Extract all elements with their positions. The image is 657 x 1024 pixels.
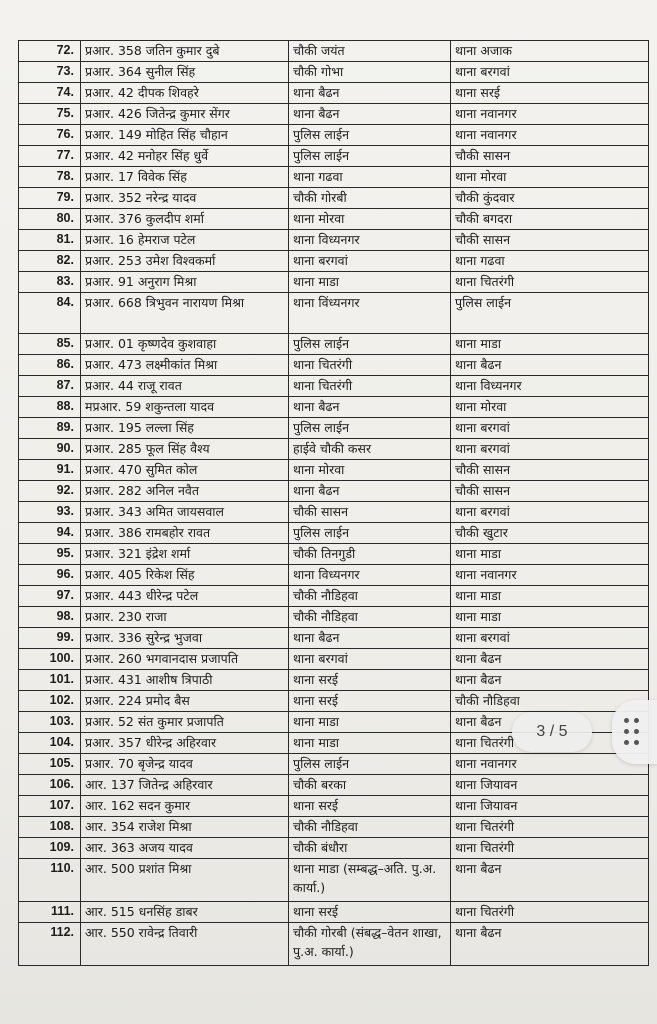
table-row [19,586,649,607]
current-posting-cell: थाना मोरवा [289,209,451,230]
employee-name-cell: मप्रआर. 59 शकुन्तला यादव [81,397,289,418]
new-posting-cell: थाना बरगवां [451,502,649,523]
table-row [19,230,649,251]
employee-name-cell: प्रआर. 386 रामबहोर रावत [81,523,289,544]
table-row [19,670,649,691]
employee-name-cell: प्रआर. 473 लक्ष्मीकांत मिश्रा [81,355,289,376]
table-row [19,83,649,104]
serial-number-cell: 101. [19,670,81,691]
employee-name-cell: आर. 162 सदन कुमार [81,796,289,817]
table-row [19,607,649,628]
current-posting-cell: थाना सरई [289,691,451,712]
employee-name-cell: आर. 515 धनसिंह डाबर [81,902,289,923]
table-row [19,691,649,712]
current-posting-cell: थाना मोरवा [289,460,451,481]
table-row [19,859,649,902]
current-posting-cell: थाना विध्यनगर [289,565,451,586]
table-row [19,649,649,670]
serial-number-cell: 86. [19,355,81,376]
new-posting-cell: थाना नवानगर [451,125,649,146]
current-posting-cell: चौकी गोभा [289,62,451,83]
current-posting-cell: पुलिस लाईन [289,125,451,146]
employee-name-cell: प्रआर. 42 मनोहर सिंह धुर्वे [81,146,289,167]
new-posting-cell: थाना नवानगर [451,754,649,775]
new-posting-cell: थाना जियावन [451,775,649,796]
current-posting-cell: थाना विंध्यनगर [289,293,451,334]
current-posting-cell: पुलिस लाईन [289,334,451,355]
current-posting-cell: चौकी गोरबी [289,188,451,209]
table-row [19,104,649,125]
serial-number-cell: 94. [19,523,81,544]
current-posting-cell: चौकी बरका [289,775,451,796]
current-posting-cell: थाना विध्यनगर [289,230,451,251]
employee-name-cell: प्रआर. 431 आशीष त्रिपाठी [81,670,289,691]
current-posting-cell: थाना माडा (सम्बद्ध–अति. पु.अ. कार्या.) [289,859,451,902]
employee-name-cell: आर. 550 रावेन्द्र तिवारी [81,923,289,966]
new-posting-cell: चौकी नौडिहवा [451,691,649,712]
new-posting-cell: थाना बैढन [451,649,649,670]
table-row [19,775,649,796]
serial-number-cell: 110. [19,859,81,902]
current-posting-cell: थाना सरई [289,796,451,817]
current-posting-cell: थाना बैढन [289,83,451,104]
new-posting-cell: चौकी सासन [451,481,649,502]
serial-number-cell: 77. [19,146,81,167]
serial-number-cell: 80. [19,209,81,230]
serial-number-cell: 105. [19,754,81,775]
current-posting-cell: थाना चितरंगी [289,376,451,397]
new-posting-cell: थाना जियावन [451,796,649,817]
serial-number-cell: 104. [19,733,81,754]
table-row [19,523,649,544]
current-posting-cell: चौकी तिनगुडी [289,544,451,565]
new-posting-cell: थाना बरगवां [451,418,649,439]
serial-number-cell: 102. [19,691,81,712]
table-row [19,376,649,397]
current-posting-cell: थाना माडा [289,733,451,754]
serial-number-cell: 103. [19,712,81,733]
new-posting-cell: थाना गढवा [451,251,649,272]
new-posting-cell: थाना माडा [451,544,649,565]
serial-number-cell: 96. [19,565,81,586]
new-posting-cell: थाना बैढन [451,712,649,733]
current-posting-cell: पुलिस लाईन [289,146,451,167]
serial-number-cell: 98. [19,607,81,628]
serial-number-cell: 91. [19,460,81,481]
employee-name-cell: प्रआर. 321 इंद्रेश शर्मा [81,544,289,565]
table-row [19,544,649,565]
current-posting-cell: चौकी गोरबी (संबद्ध–वेतन शाखा, पु.अ. कार्या.) [289,923,451,966]
employee-name-cell: प्रआर. 285 फूल सिंह वैश्य [81,439,289,460]
employee-name-cell: प्रआर. 260 भगवानदास प्रजापति [81,649,289,670]
serial-number-cell: 112. [19,923,81,966]
employee-name-cell: प्रआर. 44 राजू रावत [81,376,289,397]
employee-name-cell: प्रआर. 253 उमेश विश्वकर्मा [81,251,289,272]
table-row [19,817,649,838]
employee-name-cell: प्रआर. 17 विवेक सिंह [81,167,289,188]
employee-name-cell: प्रआर. 358 जतिन कुमार दुबे [81,41,289,62]
current-posting-cell: हाईवे चौकी कसर [289,439,451,460]
table-row [19,796,649,817]
current-posting-cell: थाना बैढन [289,104,451,125]
new-posting-cell: थाना माडा [451,607,649,628]
table-row [19,418,649,439]
new-posting-cell: थाना चितरंगी [451,272,649,293]
table-row [19,167,649,188]
employee-name-cell: प्रआर. 282 अनिल नवैत [81,481,289,502]
serial-number-cell: 93. [19,502,81,523]
table-row [19,125,649,146]
new-posting-cell: थाना चितरंगी [451,817,649,838]
new-posting-cell: थाना चितरंगी [451,838,649,859]
current-posting-cell: पुलिस लाईन [289,523,451,544]
serial-number-cell: 109. [19,838,81,859]
new-posting-cell: थाना बैढन [451,859,649,902]
table-row [19,628,649,649]
table-row [19,923,649,966]
employee-name-cell: प्रआर. 470 सुमित कोल [81,460,289,481]
serial-number-cell: 87. [19,376,81,397]
table-row [19,397,649,418]
employee-name-cell: प्रआर. 149 मोहित सिंह चौहान [81,125,289,146]
table-row [19,41,649,62]
current-posting-cell: चौकी सासन [289,502,451,523]
employee-name-cell: प्रआर. 405 रिकेश सिंह [81,565,289,586]
new-posting-cell: थाना बैढन [451,355,649,376]
current-posting-cell: चौकी नौडिहवा [289,607,451,628]
serial-number-cell: 89. [19,418,81,439]
serial-number-cell: 84. [19,293,81,334]
serial-number-cell: 83. [19,272,81,293]
serial-number-cell: 81. [19,230,81,251]
serial-number-cell: 97. [19,586,81,607]
new-posting-cell: थाना बैढन [451,670,649,691]
table-row [19,565,649,586]
current-posting-cell: चौकी नौडिहवा [289,817,451,838]
new-posting-cell: चौकी सासन [451,230,649,251]
current-posting-cell: थाना माडा [289,272,451,293]
employee-name-cell: प्रआर. 364 सुनील सिंह [81,62,289,83]
employee-name-cell: प्रआर. 426 जितेन्द्र कुमार सेंगर [81,104,289,125]
employee-name-cell: आर. 137 जितेन्द्र अहिरवार [81,775,289,796]
employee-name-cell: प्रआर. 443 धीरेन्द्र पटेल [81,586,289,607]
current-posting-cell: चौकी बंधौरा [289,838,451,859]
new-posting-cell: चौकी सासन [451,146,649,167]
serial-number-cell: 73. [19,62,81,83]
current-posting-cell: पुलिस लाईन [289,418,451,439]
serial-number-cell: 90. [19,439,81,460]
serial-number-cell: 72. [19,41,81,62]
employee-name-cell: प्रआर. 01 कृष्णदेव कुशवाहा [81,334,289,355]
new-posting-cell: चौकी बगदरा [451,209,649,230]
new-posting-cell: थाना अजाक [451,41,649,62]
employee-name-cell: प्रआर. 343 अमित जायसवाल [81,502,289,523]
serial-number-cell: 76. [19,125,81,146]
employee-name-cell: प्रआर. 352 नरेन्द्र यादव [81,188,289,209]
serial-number-cell: 107. [19,796,81,817]
new-posting-cell: थाना मोरवा [451,397,649,418]
current-posting-cell: थाना बैढन [289,628,451,649]
serial-number-cell: 75. [19,104,81,125]
table-row [19,272,649,293]
employee-name-cell: प्रआर. 668 त्रिभुवन नारायण मिश्रा [81,293,289,334]
table-row [19,460,649,481]
table-row [19,439,649,460]
employee-name-cell: प्रआर. 336 सुरेन्द्र भुजवा [81,628,289,649]
table-row [19,838,649,859]
employee-name-cell: प्रआर. 195 लल्ला सिंह [81,418,289,439]
employee-name-cell: आर. 354 राजेश मिश्रा [81,817,289,838]
new-posting-cell: थाना चितरंगी [451,902,649,923]
current-posting-cell: थाना बरगवां [289,251,451,272]
employee-name-cell: प्रआर. 42 दीपक शिवहरे [81,83,289,104]
current-posting-cell: थाना सरई [289,902,451,923]
serial-number-cell: 82. [19,251,81,272]
table-row [19,902,649,923]
table-row [19,754,649,775]
current-posting-cell: पुलिस लाईन [289,754,451,775]
table-row [19,146,649,167]
employee-name-cell: प्रआर. 70 बृजेन्द्र यादव [81,754,289,775]
new-posting-cell: थाना चितरंगी [451,733,649,754]
transfer-table [18,40,649,966]
serial-number-cell: 100. [19,649,81,670]
table-row [19,62,649,83]
serial-number-cell: 106. [19,775,81,796]
employee-name-cell: प्रआर. 376 कुलदीप शर्मा [81,209,289,230]
table-row [19,188,649,209]
serial-number-cell: 74. [19,83,81,104]
page-indicator[interactable] [512,712,592,752]
serial-number-cell: 99. [19,628,81,649]
serial-number-cell: 85. [19,334,81,355]
new-posting-cell: थाना मोरवा [451,167,649,188]
employee-name-cell: प्रआर. 230 राजा [81,607,289,628]
table-row [19,209,649,230]
table-row [19,334,649,355]
drag-handle-icon[interactable] [612,700,657,764]
new-posting-cell: चौकी कुंदवार [451,188,649,209]
new-posting-cell: थाना बरगवां [451,628,649,649]
serial-number-cell: 95. [19,544,81,565]
new-posting-cell: थाना माडा [451,334,649,355]
new-posting-cell: थाना नवानगर [451,104,649,125]
employee-name-cell: प्रआर. 357 धीरेन्द्र अहिरवार [81,733,289,754]
new-posting-cell: थाना विध्यनगर [451,376,649,397]
serial-number-cell: 79. [19,188,81,209]
new-posting-cell: थाना बरगवां [451,439,649,460]
new-posting-cell: थाना सरई [451,83,649,104]
current-posting-cell: चौकी जयंत [289,41,451,62]
current-posting-cell: थाना माडा [289,712,451,733]
employee-name-cell: आर. 500 प्रशांत मिश्रा [81,859,289,902]
current-posting-cell: थाना गढवा [289,167,451,188]
employee-name-cell: आर. 363 अजय यादव [81,838,289,859]
current-posting-cell: थाना चितरंगी [289,355,451,376]
current-posting-cell: थाना सरई [289,670,451,691]
page-indicator-label: 3 / 5 [536,723,568,740]
table-row [19,251,649,272]
employee-name-cell: प्रआर. 224 प्रमोद बैस [81,691,289,712]
serial-number-cell: 88. [19,397,81,418]
table-row [19,481,649,502]
current-posting-cell: थाना बरगवां [289,649,451,670]
new-posting-cell: पुलिस लाईन [451,293,649,334]
employee-name-cell: प्रआर. 52 संत कुमार प्रजापति [81,712,289,733]
table-row [19,502,649,523]
serial-number-cell: 78. [19,167,81,188]
table-row [19,355,649,376]
current-posting-cell: थाना बैढन [289,397,451,418]
table-row [19,293,649,334]
new-posting-cell: थाना नवानगर [451,565,649,586]
new-posting-cell: चौकी खुटार [451,523,649,544]
employee-name-cell: प्रआर. 91 अनुराग मिश्रा [81,272,289,293]
serial-number-cell: 92. [19,481,81,502]
new-posting-cell: थाना बरगवां [451,62,649,83]
new-posting-cell: थाना माडा [451,586,649,607]
current-posting-cell: चौकी नौडिहवा [289,586,451,607]
new-posting-cell: चौकी सासन [451,460,649,481]
serial-number-cell: 111. [19,902,81,923]
current-posting-cell: थाना बैढन [289,481,451,502]
serial-number-cell: 108. [19,817,81,838]
employee-name-cell: प्रआर. 16 हेमराज पटेल [81,230,289,251]
new-posting-cell: थाना बैढन [451,923,649,966]
